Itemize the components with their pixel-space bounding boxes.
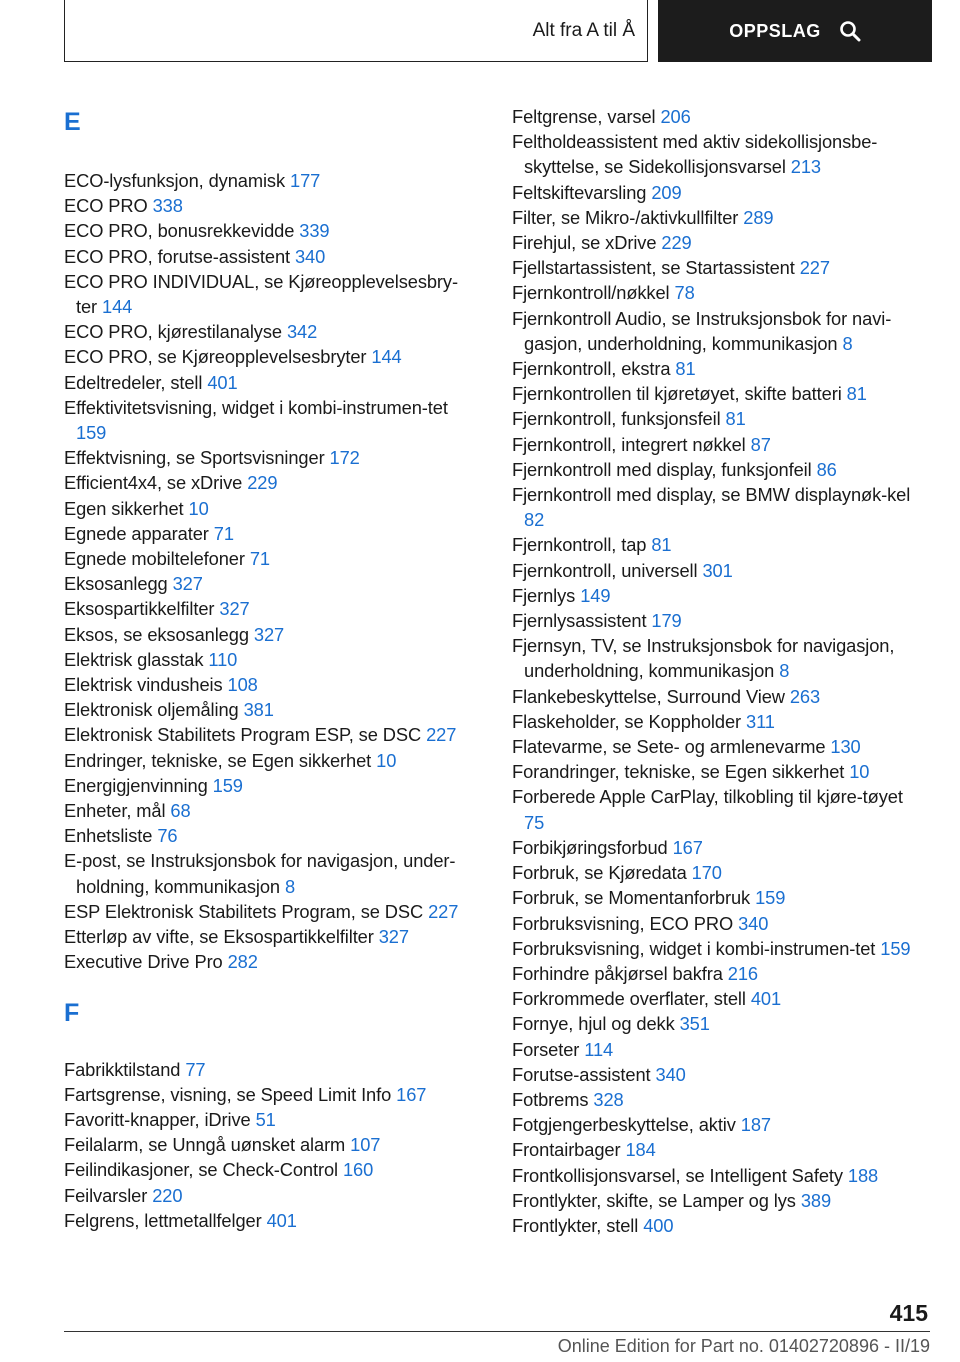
index-term: Felgrens, lettmetallfelger — [64, 1209, 262, 1231]
page-link[interactable]: 220 — [152, 1184, 183, 1206]
page-link[interactable]: 327 — [253, 623, 285, 645]
index-entry — [512, 558, 922, 583]
index-term: Forberede Apple CarPlay, tilkobling til kjøre‐tøyet — [512, 786, 903, 808]
index-term: Fjernkontroll, integrert nøkkel — [512, 433, 746, 455]
index-entry — [64, 395, 476, 445]
index-term: Enhetsliste — [64, 825, 153, 847]
index-term: Fartsgrense, visning, se Speed Limit Info — [64, 1083, 392, 1105]
section-letter: E — [64, 108, 81, 136]
page-link[interactable]: 77 — [185, 1058, 206, 1080]
page-link[interactable]: 159 — [880, 937, 911, 959]
index-entry — [512, 482, 922, 532]
index-term: Forseter — [512, 1038, 580, 1060]
index-entry — [512, 406, 922, 431]
index-entry — [512, 255, 922, 280]
page-link[interactable]: 10 — [849, 761, 870, 783]
index-entry — [512, 180, 922, 205]
index-entry — [512, 1112, 922, 1137]
search-icon — [839, 20, 861, 42]
edition-footer: Online Edition for Part no. 01402720896 - II/19 — [557, 1336, 930, 1356]
page-link[interactable]: 401 — [266, 1209, 297, 1231]
index-term: Forandringer, tekniske, se Egen sikkerhet — [512, 761, 845, 783]
index-term: Forbikjøringsforbud — [512, 836, 668, 858]
index-entry — [64, 672, 476, 697]
page-link[interactable]: 144 — [102, 296, 133, 318]
index-term: Fjernlysassistent — [512, 610, 647, 632]
page-link[interactable]: 301 — [702, 559, 733, 581]
index-entry — [512, 911, 922, 936]
index-term: Efficient4x4, se xDrive — [64, 472, 243, 494]
page-link[interactable]: 227 — [799, 257, 830, 279]
index-term: Enheter, mål — [64, 800, 166, 822]
page-link[interactable]: 159 — [76, 422, 107, 444]
index-entry — [512, 936, 922, 961]
index-term: Frontairbager — [512, 1139, 621, 1161]
page-link[interactable]: 401 — [750, 988, 782, 1010]
index-entry — [512, 381, 922, 406]
index-entry — [64, 1107, 476, 1132]
page-link[interactable]: 10 — [188, 497, 209, 519]
index-entry — [64, 1157, 476, 1182]
page-link[interactable]: 206 — [660, 106, 691, 127]
page-link[interactable]: 263 — [789, 685, 821, 707]
index-term: Executive Drive Pro — [64, 951, 223, 973]
index-entry — [64, 798, 476, 823]
index-term: Firehjul, se xDrive — [512, 232, 657, 254]
page-link[interactable]: 144 — [371, 346, 402, 368]
index-term: Frontlykter, stell — [512, 1214, 639, 1236]
index-entry — [64, 924, 476, 949]
index-term: Feltholdeassistent med aktiv sidekollisjonsbe‐skyttelse, se Sidekollisjonsvarsel — [512, 131, 878, 178]
page-link[interactable]: 87 — [750, 433, 771, 455]
index-term: Egnede mobiltelefoner — [64, 548, 245, 570]
page-link[interactable]: 188 — [847, 1164, 879, 1186]
index-entry — [64, 244, 476, 269]
index-term: ESP Elektronisk Stabilitets Program, se DSC — [64, 900, 424, 922]
index-term: Fotgjengerbeskyttelse, aktiv — [512, 1114, 736, 1136]
page-link[interactable]: 51 — [255, 1108, 276, 1130]
index-term: Egnede apparater — [64, 522, 209, 544]
index-entry — [64, 722, 476, 747]
index-entry — [64, 470, 476, 495]
index-entry — [64, 319, 476, 344]
index-term: Feilalarm, se Unngå uønsket alarm — [64, 1134, 346, 1156]
index-entry — [512, 457, 922, 482]
index-term: Fabrikktilstand — [64, 1058, 181, 1080]
index-term: Fotbrems — [512, 1088, 589, 1110]
page-link[interactable]: 86 — [816, 458, 837, 480]
index-term: Feilvarsler — [64, 1184, 148, 1206]
page-link[interactable]: 81 — [675, 358, 696, 380]
page-link[interactable]: 68 — [170, 800, 191, 822]
index-term: ECO PRO INDIVIDUAL, se Kjøreopplevelsesbry‐ter — [64, 270, 458, 318]
page-link[interactable]: 400 — [643, 1214, 674, 1236]
index-entry — [64, 748, 476, 773]
index-entry — [512, 306, 922, 356]
index-term: ECO PRO, kjørestilanalyse — [64, 321, 282, 343]
index-entry — [512, 1163, 922, 1188]
index-term: Filter, se Mikro-/aktivkullfilter — [512, 206, 739, 228]
index-entry — [64, 445, 476, 470]
page-link[interactable]: 187 — [740, 1114, 771, 1136]
index-term: Forutse-assistent — [512, 1063, 651, 1085]
index-entry — [64, 496, 476, 521]
index-entry — [64, 622, 476, 647]
index-term: ECO PRO, bonusrekkevidde — [64, 220, 295, 242]
index-entry — [64, 344, 476, 369]
page-link[interactable]: 227 — [426, 724, 457, 746]
index-term: Feltgrense, varsel — [512, 106, 656, 127]
page-link[interactable]: 327 — [219, 598, 250, 620]
index-term: Elektronisk oljemåling — [64, 699, 239, 721]
page-link[interactable]: 10 — [376, 749, 397, 771]
index-term: ECO PRO, se Kjøreopplevelsesbryter — [64, 346, 367, 368]
page-link[interactable]: 81 — [725, 408, 746, 430]
page-link[interactable]: 216 — [727, 962, 758, 984]
page-link[interactable]: 160 — [342, 1159, 374, 1181]
index-term: Elektrisk glasstak — [64, 648, 204, 670]
index-term: Egen sikkerhet — [64, 497, 184, 519]
index-term: Eksospartikkelfilter — [64, 598, 215, 620]
index-term: Flaskeholder, se Koppholder — [512, 710, 742, 732]
index-term: Flankebeskyttelse, Surround View — [512, 685, 785, 707]
index-entry — [512, 1062, 922, 1087]
index-entry — [64, 848, 476, 898]
index-entry — [512, 1213, 922, 1238]
page-link[interactable]: 110 — [208, 648, 238, 670]
index-term: Forbruk, se Momentanforbruk — [512, 887, 751, 909]
page-link[interactable]: 342 — [286, 321, 318, 343]
page-link[interactable]: 114 — [584, 1038, 614, 1060]
page-link[interactable]: 179 — [651, 610, 682, 632]
page-link[interactable]: 8 — [842, 332, 853, 354]
index-entry — [64, 1183, 476, 1208]
index-entry — [64, 521, 476, 546]
section-header — [64, 0, 648, 62]
page-link[interactable]: 401 — [207, 371, 238, 393]
page-link[interactable]: 289 — [743, 206, 774, 228]
page-link[interactable]: 130 — [830, 736, 861, 758]
index-entry — [512, 230, 922, 255]
index-entry — [512, 104, 922, 129]
page-link[interactable]: 327 — [172, 573, 203, 595]
section-title: Alt fra A til Å — [532, 19, 635, 41]
index-term: Eksos, se eksosanlegg — [64, 623, 249, 645]
index-entry — [512, 1087, 922, 1112]
index-entry — [512, 1137, 922, 1162]
index-entry — [64, 218, 476, 243]
index-entry — [512, 986, 922, 1011]
index-entry — [64, 596, 476, 621]
index-entry — [64, 647, 476, 672]
index-entry — [512, 280, 922, 305]
index-term: Fjernkontrollen til kjøretøyet, skifte batteri — [512, 383, 842, 405]
index-entry — [64, 1208, 476, 1233]
lookup-label: OPPSLAG — [729, 20, 821, 41]
page-link[interactable]: 71 — [213, 522, 234, 544]
page-link[interactable]: 177 — [290, 170, 321, 191]
page-link[interactable]: 328 — [593, 1088, 624, 1110]
index-entry — [64, 193, 476, 218]
index-entry — [64, 697, 476, 722]
index-term: Fjernsyn, TV, se Instruksjonsbok for navigasjon, underholdning, kommunikasjon — [512, 635, 895, 682]
index-entry — [512, 356, 922, 381]
index-entry — [512, 129, 922, 179]
index-term: Frontkollisjonsvarsel, se Intelligent Safety — [512, 1164, 843, 1186]
index-term: Forbruk, se Kjøredata — [512, 862, 687, 884]
index-term: Feltskiftevarsling — [512, 181, 647, 203]
index-term: Endringer, tekniske, se Egen sikkerhet — [64, 749, 372, 771]
page-link[interactable]: 149 — [580, 584, 611, 606]
index-term: Forbruksvisning, widget i kombi-instrumen‐tet — [512, 937, 876, 959]
page-link[interactable]: 82 — [524, 509, 545, 531]
index-entry — [512, 961, 922, 986]
index-term: Fjernkontroll, funksjonsfeil — [512, 408, 721, 430]
index-term: Fjernkontroll/nøkkel — [512, 282, 670, 304]
index-entry — [512, 759, 922, 784]
page-link[interactable]: 340 — [738, 912, 769, 934]
index-term: Fjellstartassistent, se Startassistent — [512, 257, 795, 279]
page-link[interactable]: 81 — [651, 534, 672, 556]
index-term: Elektrisk vindusheis — [64, 674, 223, 696]
index-term: Fjernkontroll, ekstra — [512, 358, 671, 380]
page-link[interactable]: 381 — [243, 699, 274, 721]
index-term: Forhindre påkjørsel bakfra — [512, 962, 723, 984]
page-link[interactable]: 107 — [350, 1134, 381, 1156]
index-entry — [64, 1082, 476, 1107]
index-entry — [512, 583, 922, 608]
index-entry — [512, 608, 922, 633]
lookup-badge[interactable] — [658, 0, 932, 62]
page-link[interactable]: 8 — [779, 660, 790, 682]
index-entry — [512, 1037, 922, 1062]
index-entry — [512, 205, 922, 230]
page-link[interactable]: 340 — [655, 1063, 686, 1085]
index-term: E-post, se Instruksjonsbok for navigasjon, under‐holdning, kommunikasjon — [64, 850, 456, 897]
index-entry — [64, 823, 476, 848]
page-link[interactable]: 209 — [651, 181, 682, 203]
index-term: Fjernkontroll med display, se BMW displaynøk‐kel — [512, 484, 911, 506]
page-link[interactable]: 172 — [329, 447, 360, 469]
index-entry — [512, 1011, 922, 1036]
page-link[interactable]: 108 — [227, 674, 258, 696]
page-link[interactable]: 167 — [396, 1083, 427, 1105]
index-term: Feilindikasjoner, se Check-Control — [64, 1159, 338, 1181]
index-entry — [512, 684, 922, 709]
index-entry — [512, 633, 922, 683]
page-link[interactable]: 75 — [524, 811, 545, 833]
index-term: Eksosanlegg — [64, 573, 168, 595]
index-term: Forkrommede overflater, stell — [512, 988, 746, 1010]
index-entry — [512, 885, 922, 910]
page-link[interactable]: 159 — [755, 887, 786, 909]
index-entry — [512, 432, 922, 457]
page-link[interactable]: 8 — [284, 875, 296, 897]
page-number: 415 — [889, 1300, 928, 1326]
index-term: Elektronisk Stabilitets Program ESP, se DSC — [64, 724, 422, 746]
index-term: ECO PRO — [64, 195, 148, 217]
page-link[interactable]: 327 — [378, 926, 409, 948]
index-entry — [512, 532, 922, 557]
page-link[interactable]: 339 — [299, 220, 330, 242]
page-link[interactable]: 78 — [674, 282, 695, 304]
index-term: Fornye, hjul og dekk — [512, 1013, 675, 1035]
page-link[interactable]: 311 — [746, 710, 775, 732]
index-entry — [512, 1188, 922, 1213]
index-term: Effektvisning, se Sportsvisninger — [64, 447, 325, 469]
index-column-left — [64, 98, 476, 1233]
index-term: ECO PRO, forutse-assistent — [64, 245, 290, 267]
index-entry — [64, 571, 476, 596]
index-entry — [512, 860, 922, 885]
index-entry — [64, 1057, 476, 1082]
page-link[interactable]: 351 — [679, 1013, 710, 1035]
page-link[interactable]: 159 — [212, 774, 243, 796]
index-term: Flatevarme, se Sete- og armlenevarme — [512, 736, 826, 758]
page-link[interactable]: 229 — [661, 232, 692, 254]
page-link[interactable]: 389 — [800, 1189, 832, 1211]
index-entry — [512, 835, 922, 860]
index-term: Frontlykter, skifte, se Lamper og lys — [512, 1189, 796, 1211]
page-link[interactable]: 71 — [249, 548, 270, 570]
index-term: Fjernkontroll, universell — [512, 559, 698, 581]
section-letter: F — [64, 998, 80, 1027]
index-column-right — [512, 104, 922, 1238]
page-link[interactable]: 213 — [790, 156, 821, 178]
page-link[interactable]: 338 — [152, 195, 183, 217]
index-term: Fjernkontroll med display, funksjonfeil — [512, 458, 812, 480]
index-term: Fjernkontroll Audio, se Instruksjonsbok for navi‐gasjon, underholdning, kommunikasjon — [512, 307, 892, 354]
index-entry — [512, 734, 922, 759]
index-entry — [64, 370, 476, 395]
index-term: Fjernkontroll, tap — [512, 534, 647, 556]
index-entry — [512, 709, 922, 734]
page-link[interactable]: 167 — [672, 836, 703, 858]
page-link[interactable]: 229 — [247, 472, 278, 494]
index-term: Forbruksvisning, ECO PRO — [512, 912, 734, 934]
page-link[interactable]: 170 — [691, 862, 722, 884]
index-term: Favoritt-knapper, iDrive — [64, 1108, 251, 1130]
index-entry — [64, 269, 476, 319]
page-link[interactable]: 184 — [625, 1139, 656, 1161]
page-link[interactable]: 81 — [846, 383, 867, 405]
index-entry — [64, 1132, 476, 1157]
index-entry — [512, 784, 922, 834]
page-link[interactable]: 340 — [294, 245, 326, 267]
index-entry — [64, 773, 476, 798]
index-term: Edeltredeler, stell — [64, 371, 203, 393]
index-term: Energigjenvinning — [64, 774, 208, 796]
index-term: Etterløp av vifte, se Eksospartikkelfilter — [64, 926, 374, 948]
index-entry — [64, 546, 476, 571]
index-entry — [64, 168, 476, 193]
index-entry — [64, 899, 476, 924]
page-link[interactable]: 76 — [157, 825, 178, 847]
index-term: ECO-lysfunksjon, dynamisk — [64, 170, 286, 191]
page-link[interactable]: 227 — [428, 900, 459, 922]
index-entry — [64, 949, 476, 974]
index-term: Effektivitetsvisning, widget i kombi-instrumen‐tet — [64, 396, 448, 418]
footer-divider — [64, 1331, 930, 1332]
index-term: Fjernlys — [512, 584, 576, 606]
page-link[interactable]: 282 — [227, 951, 258, 973]
